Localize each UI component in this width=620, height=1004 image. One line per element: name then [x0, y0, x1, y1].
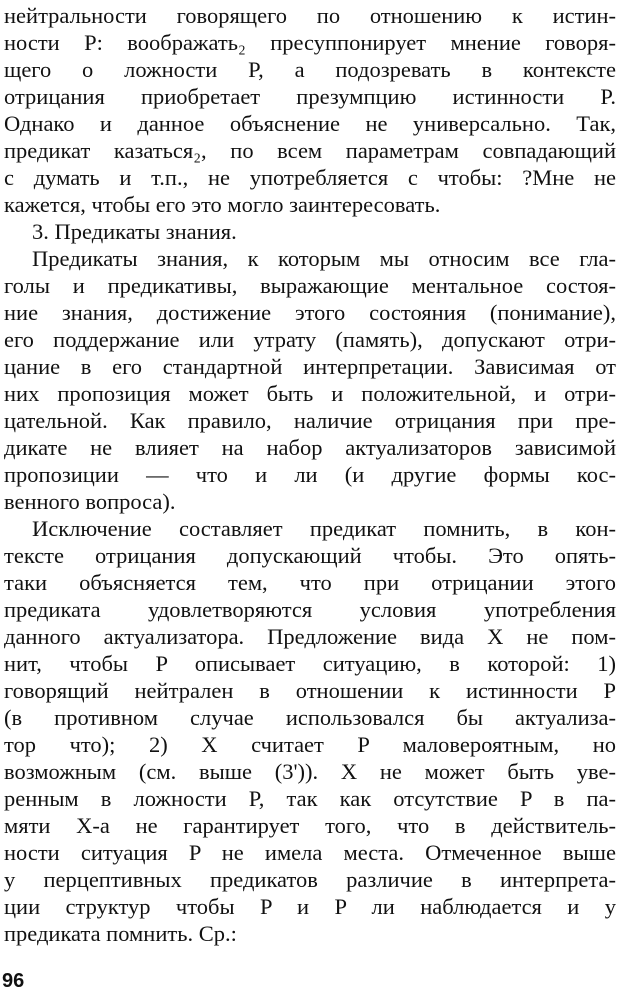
text-line: ности P: воображать₂ пресуппонирует мнение говоря-: [4, 30, 616, 55]
text-line: говорящий нейтрален в отношении к истинности P: [4, 678, 616, 703]
text-line: цательной. Как правило, наличие отрицания при пре-: [4, 408, 616, 433]
text-line: них пропозиция может быть и положительной, и отри-: [4, 381, 616, 406]
section-heading: 3. Предикаты знания.: [32, 219, 237, 244]
text-line: его поддержание или утрату (память), допускают отри-: [4, 327, 616, 352]
text-line: цание в его стандартной интерпретации. Зависимая от: [4, 354, 616, 379]
text-line: ности ситуация P не имела места. Отмеченное выше: [4, 840, 616, 865]
text-line: тор что); 2) X считает P маловероятным, но: [4, 732, 616, 757]
text-line: венного вопроса).: [4, 489, 176, 514]
text-line: предиката помнить. Ср.:: [4, 921, 237, 946]
text-line: данного актуализатора. Предложение вида X не пом-: [4, 624, 616, 649]
text-line: щего о ложности P, а подозревать в контексте: [4, 57, 616, 82]
text-line: ренным в ложности P, так как отсутствие P в па-: [4, 786, 616, 811]
text-line: Однако и данное объяснение не универсально. Так,: [4, 111, 616, 136]
text-line: таки объясняется тем, что при отрицании этого: [4, 570, 616, 595]
text-line: тексте отрицания допускающий чтобы. Это опять-: [4, 543, 616, 568]
text-line: нит, чтобы P описывает ситуацию, в которой: 1): [4, 651, 616, 676]
text-line: кажется, чтобы его это могло заинтересовать.: [4, 192, 441, 217]
text-line: предикат казаться₂, по всем параметрам совпадающий: [4, 138, 616, 163]
text-line: у перцептивных предикатов различие в интерпрета-: [4, 867, 616, 892]
page-number: 96: [2, 970, 25, 992]
text-line: мяти X-а не гарантирует того, что в действитель-: [4, 813, 616, 838]
text-line: Предикаты знания, к которым мы относим все гла-: [32, 246, 616, 271]
text-line: ции структур чтобы P и P ли наблюдается и у: [4, 894, 616, 919]
text-line: голы и предикативы, выражающие ментальное состоя-: [4, 273, 616, 298]
text-line: с думать и т.п., не употребляется с чтобы: ?Мне не: [4, 165, 616, 190]
text-line: пропозиции — что и ли (и другие формы кос-: [4, 462, 616, 487]
text-line: ние знания, достижение этого состояния (понимание),: [4, 300, 616, 325]
text-line: Исключение составляет предикат помнить, в кон-: [32, 516, 616, 541]
text-line: нейтральности говорящего по отношению к истин-: [4, 3, 616, 28]
text-line: (в противном случае использовался бы актуализа-: [4, 705, 616, 730]
text-line: отрицания приобретает презумпцию истинности P.: [4, 84, 616, 109]
text-line: дикате не влияет на набор актуализаторов зависимой: [4, 435, 616, 460]
text-line: возможным (см. выше (3')). X не может быть уве-: [4, 759, 616, 784]
text-line: предиката удовлетворяются условия употребления: [4, 597, 616, 622]
